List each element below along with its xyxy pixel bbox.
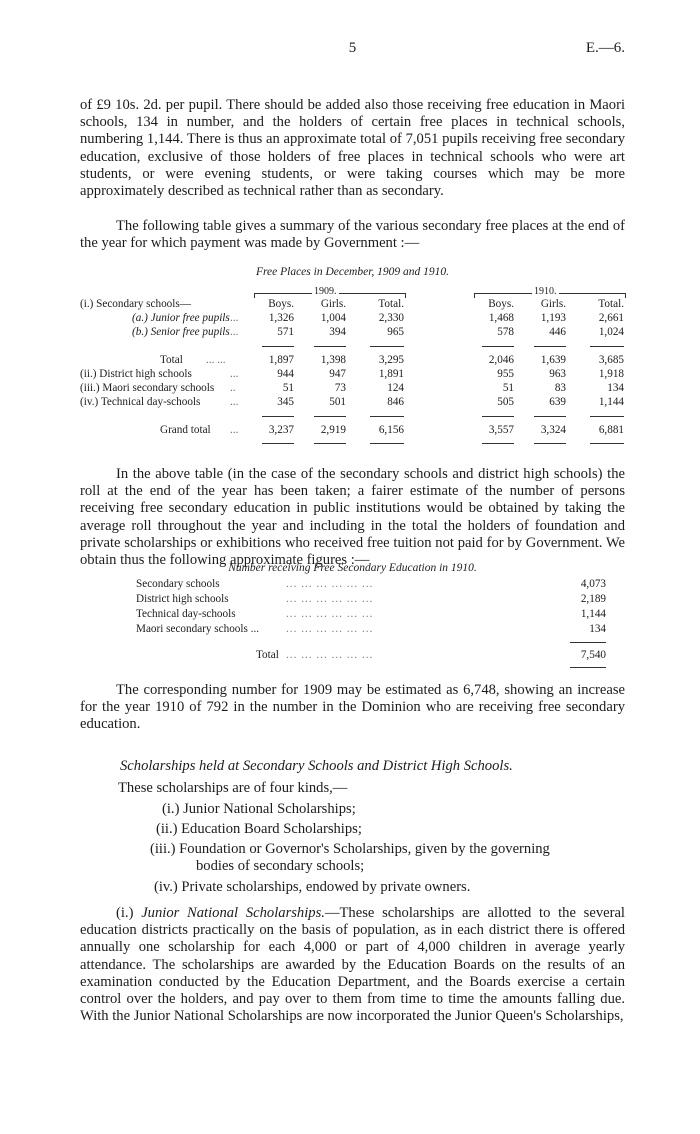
cell-senior-girls-1909: 394 [329, 326, 346, 338]
row-label-maori-secondary: (iii.) Maori secondary schools [80, 382, 215, 394]
row-dots-district-high: ... [230, 368, 239, 380]
paragraph-1: of £9 10s. 2d. per pupil. There should be added also those receiving free education in Maori schools, 134 in number, and the holders of certain free places in technical schools, numbering 1,144. There is thus an approximate total of 7,051 pupils receiving free secondary education, exclusive of those holders of free places in technical schools who were art students, or were evening students, or were taking courses which may be more approximately described as technical rather than as secondary. [80, 97, 625, 200]
cell-junior-girls-1910: 1,193 [540, 312, 566, 324]
cell-maori-total-1909: 124 [387, 382, 404, 394]
row-label-secondary-schools: (i.) Secondary schools— [80, 298, 191, 310]
page-header [80, 40, 625, 60]
year-1909-label: 1909. [314, 286, 337, 297]
cell-total-girls-1910: 1,639 [540, 354, 566, 366]
col-header-girls-1909: Girls. [320, 298, 346, 310]
rule-total [570, 642, 606, 643]
leader-dots: ... ... ... ... ... ... [286, 608, 374, 620]
row-value: 134 [589, 623, 606, 635]
cell-junior-total-1909: 2,330 [378, 312, 404, 324]
cell-maori-boys-1910: 51 [502, 382, 514, 394]
cell-district-boys-1909: 944 [277, 368, 294, 380]
rule-end [590, 443, 624, 444]
row-dots-junior-free: ... [230, 312, 239, 324]
row-label-senior-free: (b.) Senior free pupils [132, 326, 230, 338]
cell-total-total-1909: 3,295 [378, 354, 404, 366]
cell-maori-boys-1909: 51 [282, 382, 294, 394]
cell-technical-girls-1910: 639 [549, 396, 566, 408]
cell-grand-total-1909: 6,156 [378, 424, 404, 436]
document-reference: E.—6. [585, 40, 625, 56]
list-item: (iii.) Foundation or Governor's Scholarships, given by the governing [150, 841, 550, 857]
cell-senior-girls-1910: 446 [549, 326, 566, 338]
cell-grand-girls-1909: 2,919 [320, 424, 346, 436]
cell-total-boys-1910: 2,046 [488, 354, 514, 366]
row-dots-senior-free: ... [230, 326, 239, 338]
cell-maori-girls-1910: 83 [554, 382, 566, 394]
rule-end [570, 667, 606, 668]
rule-end [482, 443, 514, 444]
cell-junior-boys-1909: 1,326 [268, 312, 294, 324]
paragraph-2: The following table gives a summary of the various secondary free places at the end of the year for which payment was made by Government :— [80, 218, 625, 252]
table-row-total [136, 649, 606, 663]
cell-technical-total-1909: 846 [387, 396, 404, 408]
row-label: Secondary schools [136, 578, 220, 590]
cell-district-boys-1910: 955 [497, 368, 514, 380]
paragraph-5 [80, 905, 625, 1025]
year-1910-label: 1910. [534, 286, 557, 297]
cell-total-total-1910: 3,685 [598, 354, 624, 366]
paragraph-5-text: —These scholarships are allotted to the several education districts practically on the basis of population, as in each district there is offered annually one scholarship for each 4,000 or part of 4,000 children in average yearly attendance. The scholarships are awarded by the Education Boards on the results of an examination conducted by the Education Department, and the Boards exercise a certain control over the holders, and pay over to them from time to time the amounts falling due. With the Junior National Scholarships are now incorporated the Junior Queen's Scholarships, [80, 905, 625, 1025]
cell-grand-total-1910: 6,881 [598, 424, 624, 436]
list-item: (i.) Junior National Scholarships; [162, 801, 356, 817]
rule-grand-total [482, 416, 514, 417]
row-label-junior-free: (a.) Junior free pupils [132, 312, 230, 324]
cell-district-girls-1910: 963 [549, 368, 566, 380]
row-label-district-high: (ii.) District high schools [80, 368, 192, 380]
row-dots-technical-day: ... [230, 396, 239, 408]
cell-senior-total-1909: 965 [387, 326, 404, 338]
paragraph-5-italic: Junior National Scholarships. [141, 905, 325, 921]
rule-subtotal [534, 346, 566, 347]
rule-end [262, 443, 294, 444]
rule-subtotal [590, 346, 624, 347]
row-value: 1,144 [580, 608, 606, 620]
table-row [136, 608, 606, 622]
leader-dots: ... ... ... ... ... ... [286, 578, 374, 590]
row-dots-grand-total: ... [230, 424, 239, 436]
col-header-girls-1910: Girls. [540, 298, 566, 310]
row-label-total: Total [160, 354, 183, 366]
row-label-technical-day: (iv.) Technical day-schools [80, 396, 201, 408]
rule-grand-total [534, 416, 566, 417]
cell-senior-boys-1909: 571 [277, 326, 294, 338]
cell-district-girls-1909: 947 [329, 368, 346, 380]
cell-junior-boys-1910: 1,468 [488, 312, 514, 324]
row-label: Technical day-schools [136, 608, 236, 620]
table-free-places [80, 286, 625, 476]
cell-technical-boys-1909: 345 [277, 396, 294, 408]
cell-grand-girls-1910: 3,324 [540, 424, 566, 436]
rule-grand-total [262, 416, 294, 417]
section-heading: Scholarships held at Secondary Schools and District High Schools. [120, 758, 513, 774]
rule-subtotal [314, 346, 346, 347]
cell-technical-boys-1910: 505 [497, 396, 514, 408]
table-row [136, 578, 606, 592]
table-number-receiving [136, 578, 606, 668]
row-dots-maori-secondary: .. [230, 382, 236, 394]
row-label: District high schools [136, 593, 229, 605]
paragraph-3: In the above table (in the case of the secondary schools and district high schools) the roll at the end of the year has been taken; a fairer estimate of the number of persons receiving free secondary education in public institutions would be obtained by taking the average roll throughout the year and including in the total the holders of foundation and private scholarships or exhibitions who received free tuition not paid for by Government. We obtain thus the following approximate figures :— [80, 466, 625, 569]
cell-total-boys-1909: 1,897 [268, 354, 294, 366]
rule-subtotal [262, 346, 294, 347]
leader-dots: ... ... ... ... ... ... [286, 649, 374, 661]
rule-subtotal [482, 346, 514, 347]
cell-junior-girls-1909: 1,004 [320, 312, 346, 324]
leader-dots: ... ... ... ... ... ... [286, 623, 374, 635]
list-intro: These scholarships are of four kinds,— [118, 780, 348, 796]
list-item-continuation: bodies of secondary schools; [196, 858, 365, 874]
col-header-boys-1910: Boys. [488, 298, 514, 310]
row-dots-total: ... ... [206, 354, 226, 366]
cell-maori-girls-1909: 73 [334, 382, 346, 394]
total-label: Total [256, 649, 279, 661]
row-value: 4,073 [580, 578, 606, 590]
cell-maori-total-1910: 134 [607, 382, 624, 394]
cell-district-total-1909: 1,891 [378, 368, 404, 380]
col-header-total-1910: Total. [598, 298, 624, 310]
col-header-boys-1909: Boys. [268, 298, 294, 310]
table-row [136, 593, 606, 607]
cell-senior-total-1910: 1,024 [598, 326, 624, 338]
scholarship-kinds-list [118, 780, 628, 900]
list-item: (ii.) Education Board Scholarships; [156, 821, 362, 837]
paragraph-4: The corresponding number for 1909 may be estimated as 6,748, showing an increase for the year 1910 of 792 in the number in the Dominion who are receiving free secondary education. [80, 682, 625, 733]
rule-end [534, 443, 566, 444]
page-number: 5 [348, 40, 357, 56]
list-item: (iv.) Private scholarships, endowed by private owners. [154, 879, 471, 895]
row-label-grand-total: Grand total [160, 424, 211, 436]
total-value: 7,540 [580, 649, 606, 661]
rule-grand-total [590, 416, 624, 417]
cell-total-girls-1909: 1,398 [320, 354, 346, 366]
rule-grand-total [314, 416, 346, 417]
row-label: Maori secondary schools ... [136, 623, 260, 635]
cell-technical-total-1910: 1,144 [598, 396, 624, 408]
cell-technical-girls-1909: 501 [329, 396, 346, 408]
cell-junior-total-1910: 2,661 [598, 312, 624, 324]
rule-grand-total [370, 416, 404, 417]
cell-grand-boys-1910: 3,557 [488, 424, 514, 436]
table-row [136, 623, 606, 637]
cell-grand-boys-1909: 3,237 [268, 424, 294, 436]
table-number-receiving-caption: Number receiving Free Secondary Education in 1910. [228, 562, 477, 574]
cell-district-total-1910: 1,918 [598, 368, 624, 380]
row-value: 2,189 [580, 593, 606, 605]
paragraph-5-lead: (i.) [116, 905, 134, 921]
rule-end [370, 443, 404, 444]
col-header-total-1909: Total. [378, 298, 404, 310]
cell-senior-boys-1910: 578 [497, 326, 514, 338]
table-free-places-caption: Free Places in December, 1909 and 1910. [255, 266, 450, 278]
leader-dots: ... ... ... ... ... ... [286, 593, 374, 605]
rule-subtotal [370, 346, 404, 347]
rule-end [314, 443, 346, 444]
